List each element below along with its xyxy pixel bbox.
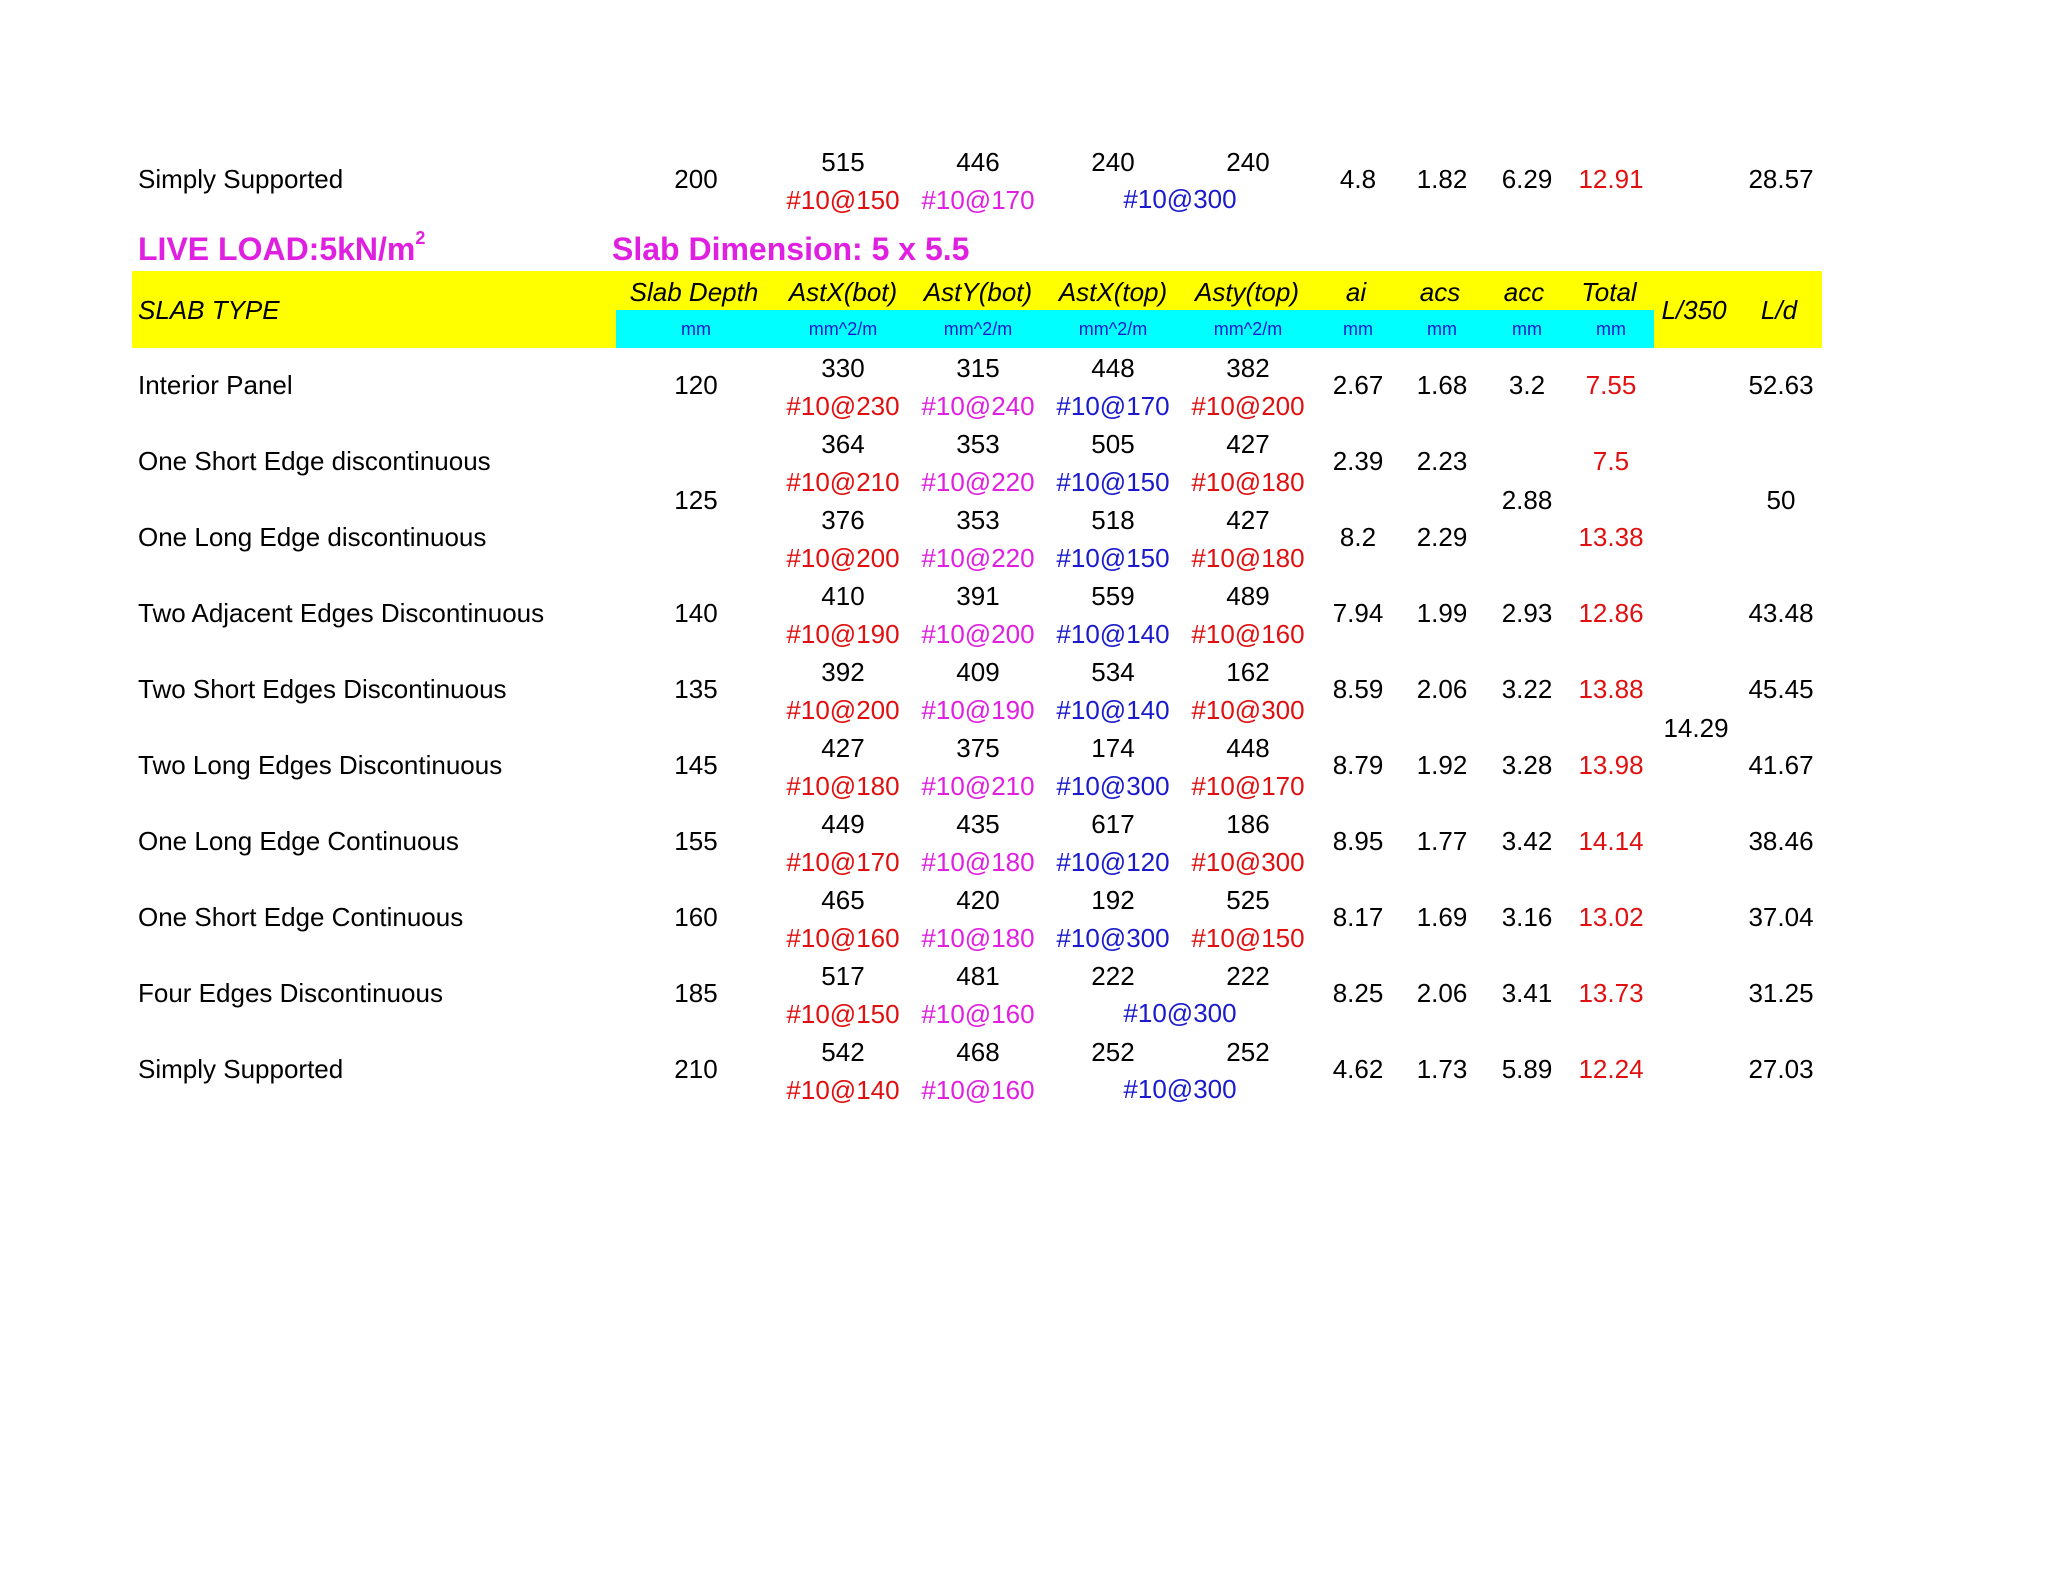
bar-x-top-cell: #10@140: [1056, 695, 1170, 725]
bar-x-bot-cell: #10@150: [786, 999, 900, 1029]
type-cell: Simply Supported: [138, 1054, 344, 1084]
live-load-superscript: 2: [415, 228, 426, 249]
slab-dimension-title: Slab Dimension: 5 x 5.5: [612, 231, 970, 267]
unit-ai: mm: [1343, 319, 1373, 339]
unit-asty-top: mm^2/m: [1213, 319, 1283, 339]
bar-y-bot-cell: #10@170: [921, 185, 1035, 215]
acc-cell: 3.42: [1501, 826, 1553, 856]
ai-cell: 8.2: [1339, 522, 1377, 552]
unit-depth: mm: [681, 319, 711, 339]
bar-y-bot-cell: #10@240: [921, 391, 1035, 421]
asty-bot-cell: 420: [956, 885, 1000, 915]
asty-top-cell: 427: [1226, 505, 1270, 535]
astx-top-cell: 222: [1091, 961, 1135, 991]
bar-y-top-cell: #10@180: [1191, 467, 1305, 497]
acs-cell: 1.68: [1416, 370, 1468, 400]
ld-cell-merged: 50: [1766, 485, 1796, 515]
astx-bot-cell: 449: [821, 809, 865, 839]
unit-astx-bot: mm^2/m: [808, 319, 878, 339]
asty-top-cell: 252: [1226, 1037, 1270, 1067]
depth-cell-merged: 125: [674, 485, 718, 515]
total-cell: 7.5: [1592, 446, 1630, 476]
astx-top-cell: 174: [1091, 733, 1135, 763]
astx-bot-cell: 465: [821, 885, 865, 915]
astx-bot-cell: 410: [821, 581, 865, 611]
astx-top-cell: 192: [1091, 885, 1135, 915]
asty-bot-cell: 435: [956, 809, 1000, 839]
acc-cell: 3.2: [1508, 370, 1546, 400]
bar-x-bot-cell: #10@150: [786, 185, 900, 215]
ai-cell: 8.79: [1332, 750, 1384, 780]
bar-x-top-cell: #10@300: [1056, 923, 1170, 953]
header-l350: L/350: [1661, 295, 1727, 325]
bar-y-top-cell: #10@180: [1191, 543, 1305, 573]
bar-y-bot-cell: #10@210: [921, 771, 1035, 801]
astx-top-cell: 559: [1091, 581, 1135, 611]
bar-x-bot-cell: #10@170: [786, 847, 900, 877]
bar-x-bot-cell: #10@190: [786, 619, 900, 649]
bar-x-top-cell: #10@150: [1056, 543, 1170, 573]
ld-cell: 28.57: [1748, 164, 1814, 194]
bar-y-top-cell: #10@200: [1191, 391, 1305, 421]
bar-y-top-cell: #10@170: [1191, 771, 1305, 801]
bar-x-top-cell: #10@170: [1056, 391, 1170, 421]
astx-top-cell: 518: [1091, 505, 1135, 535]
total-cell: 13.73: [1578, 978, 1644, 1008]
total-cell: 12.86: [1578, 598, 1644, 628]
astx-top-cell: 448: [1091, 353, 1135, 383]
header-astx-top: AstX(top): [1058, 277, 1168, 307]
astx-bot-cell: 392: [821, 657, 865, 687]
acc-cell: 5.89: [1501, 1054, 1553, 1084]
acs-cell: 1.77: [1416, 826, 1468, 856]
asty-top-cell: 162: [1226, 657, 1270, 687]
depth-cell: 140: [674, 598, 718, 628]
bar-x-bot-cell: #10@180: [786, 771, 900, 801]
asty-top-cell: 427: [1226, 429, 1270, 459]
acs-cell: 2.06: [1416, 674, 1468, 704]
total-cell: 14.14: [1578, 826, 1644, 856]
bar-y-top-cell: #10@160: [1191, 619, 1305, 649]
astx-bot-cell: 517: [821, 961, 865, 991]
ai-cell: 2.67: [1332, 370, 1384, 400]
acc-cell: 3.22: [1501, 674, 1553, 704]
type-cell: One Short Edge Continuous: [138, 902, 464, 932]
header-slab-type: SLAB TYPE: [138, 295, 280, 325]
header-ai: ai: [1345, 277, 1367, 307]
asty-top-cell: 489: [1226, 581, 1270, 611]
type-cell: Two Long Edges Discontinuous: [138, 750, 503, 780]
ai-cell: 7.94: [1332, 598, 1384, 628]
ld-cell: 27.03: [1748, 1054, 1814, 1084]
asty-top-cell: 382: [1226, 353, 1270, 383]
unit-acc: mm: [1512, 319, 1542, 339]
bar-x-bot-cell: #10@200: [786, 543, 900, 573]
bar-x-top-cell: #10@300: [1056, 771, 1170, 801]
astx-top-cell: 534: [1091, 657, 1135, 687]
acs-cell: 1.99: [1416, 598, 1468, 628]
acc-cell-merged: 2.88: [1501, 485, 1553, 515]
l350-cell-merged: 14.29: [1663, 713, 1729, 743]
total-cell: 12.24: [1578, 1054, 1644, 1084]
unit-astx-top: mm^2/m: [1078, 319, 1148, 339]
acc-cell: 3.28: [1501, 750, 1553, 780]
bar-x-top-cell: #10@140: [1056, 619, 1170, 649]
type-cell: Two Adjacent Edges Discontinuous: [138, 598, 545, 628]
bar-x-bot-cell: #10@200: [786, 695, 900, 725]
ai-cell: 8.95: [1332, 826, 1384, 856]
ai-cell: 8.59: [1332, 674, 1384, 704]
astx-bot-cell: 330: [821, 353, 865, 383]
astx-bot-cell: 515: [821, 147, 865, 177]
bar-x-top-cell: #10@120: [1056, 847, 1170, 877]
depth-cell: 160: [674, 902, 718, 932]
bar-x-bot-cell: #10@160: [786, 923, 900, 953]
ld-cell: 38.46: [1748, 826, 1814, 856]
total-cell: 13.88: [1578, 674, 1644, 704]
astx-bot-cell: 376: [821, 505, 865, 535]
unit-total: mm: [1596, 319, 1626, 339]
astx-bot-cell: 364: [821, 429, 865, 459]
total-cell: 13.98: [1578, 750, 1644, 780]
bar-x-bot-cell: #10@210: [786, 467, 900, 497]
ld-cell: 52.63: [1748, 370, 1814, 400]
astx-bot-cell: 542: [821, 1037, 865, 1067]
acs-cell: 1.73: [1416, 1054, 1468, 1084]
total-cell: 13.02: [1578, 902, 1644, 932]
acs-cell: 2.06: [1416, 978, 1468, 1008]
bar-y-top-cell: #10@300: [1191, 695, 1305, 725]
live-load-title: [138, 228, 426, 267]
bar-y-bot-cell: #10@220: [921, 467, 1035, 497]
type-cell: Interior Panel: [138, 370, 293, 400]
type-cell: One Short Edge discontinuous: [138, 446, 491, 476]
depth-cell: 155: [674, 826, 718, 856]
asty-bot-cell: 353: [956, 429, 1000, 459]
header-slab-depth: Slab Depth: [629, 277, 759, 307]
ai-cell: 2.39: [1332, 446, 1384, 476]
ai-cell: 8.17: [1332, 902, 1384, 932]
total-cell: 7.55: [1585, 370, 1637, 400]
acs-cell: 1.69: [1416, 902, 1468, 932]
astx-top-cell: 240: [1091, 147, 1135, 177]
bar-x-top-cell: #10@150: [1056, 467, 1170, 497]
asty-top-cell: 525: [1226, 885, 1270, 915]
asty-bot-cell: 481: [956, 961, 1000, 991]
bar-top-cell: #10@300: [1123, 1074, 1237, 1104]
type-cell: One Long Edge Continuous: [138, 826, 459, 856]
depth-cell: 120: [674, 370, 718, 400]
header-total: Total: [1581, 277, 1637, 307]
slab-type-label: Simply Supported: [138, 164, 344, 194]
astx-bot-cell: 427: [821, 733, 865, 763]
unit-asty-bot: mm^2/m: [943, 319, 1013, 339]
bar-y-bot-cell: #10@160: [921, 1075, 1035, 1105]
acs-cell: 2.23: [1416, 446, 1468, 476]
header-acc: acc: [1503, 277, 1545, 307]
ld-cell: 41.67: [1748, 750, 1814, 780]
asty-bot-cell: 391: [956, 581, 1000, 611]
acs-cell: 2.29: [1416, 522, 1468, 552]
asty-bot-cell: 409: [956, 657, 1000, 687]
header-ld: L/d: [1760, 295, 1798, 325]
astx-top-cell: 252: [1091, 1037, 1135, 1067]
ld-cell: 31.25: [1748, 978, 1814, 1008]
astx-top-cell: 505: [1091, 429, 1135, 459]
bar-y-bot-cell: #10@200: [921, 619, 1035, 649]
bar-x-bot-cell: #10@140: [786, 1075, 900, 1105]
header-astx-bot: AstX(bot): [788, 277, 898, 307]
ai-cell: 4.8: [1339, 164, 1377, 194]
acc-cell: 6.29: [1501, 164, 1553, 194]
acc-cell: 2.93: [1501, 598, 1553, 628]
bar-x-bot-cell: #10@230: [786, 391, 900, 421]
ld-cell: 37.04: [1748, 902, 1814, 932]
bar-y-bot-cell: #10@180: [921, 923, 1035, 953]
asty-top-cell: 222: [1226, 961, 1270, 991]
astx-top-cell: 617: [1091, 809, 1135, 839]
bar-y-bot-cell: #10@180: [921, 847, 1035, 877]
type-cell: Two Short Edges Discontinuous: [138, 674, 507, 704]
asty-top-cell: 240: [1226, 147, 1270, 177]
depth-cell: 135: [674, 674, 718, 704]
header-asty-top: Asty(top): [1194, 277, 1300, 307]
acs-cell: 1.82: [1416, 164, 1468, 194]
ai-cell: 8.25: [1332, 978, 1384, 1008]
asty-bot-cell: 468: [956, 1037, 1000, 1067]
asty-top-cell: 186: [1226, 809, 1270, 839]
ld-cell: 43.48: [1748, 598, 1814, 628]
asty-bot-cell: 446: [956, 147, 1000, 177]
depth-cell: 210: [674, 1054, 718, 1084]
asty-bot-cell: 315: [956, 353, 1000, 383]
asty-bot-cell: 375: [956, 733, 1000, 763]
bar-y-top-cell: #10@150: [1191, 923, 1305, 953]
acs-cell: 1.92: [1416, 750, 1468, 780]
bar-y-bot-cell: #10@160: [921, 999, 1035, 1029]
asty-bot-cell: 353: [956, 505, 1000, 535]
total-cell: 12.91: [1578, 164, 1644, 194]
acc-cell: 3.16: [1501, 902, 1553, 932]
depth-cell: 145: [674, 750, 718, 780]
bar-y-bot-cell: #10@220: [921, 543, 1035, 573]
header-asty-bot: AstY(bot): [923, 277, 1033, 307]
unit-acs: mm: [1427, 319, 1457, 339]
total-cell: 13.38: [1578, 522, 1644, 552]
bar-top-cell: #10@300: [1123, 998, 1237, 1028]
type-cell: One Long Edge discontinuous: [138, 522, 487, 552]
depth-cell: 185: [674, 978, 718, 1008]
ld-cell: 45.45: [1748, 674, 1814, 704]
header-acs: acs: [1419, 277, 1461, 307]
asty-top-cell: 448: [1226, 733, 1270, 763]
bar-y-bot-cell: #10@190: [921, 695, 1035, 725]
bar-top-cell: #10@300: [1123, 184, 1237, 214]
acc-cell: 3.41: [1501, 978, 1553, 1008]
bar-y-top-cell: #10@300: [1191, 847, 1305, 877]
depth-cell: 200: [674, 164, 718, 194]
ai-cell: 4.62: [1332, 1054, 1384, 1084]
live-load-text: LIVE LOAD:5kN/m: [138, 231, 416, 267]
type-cell: Four Edges Discontinuous: [138, 978, 443, 1008]
